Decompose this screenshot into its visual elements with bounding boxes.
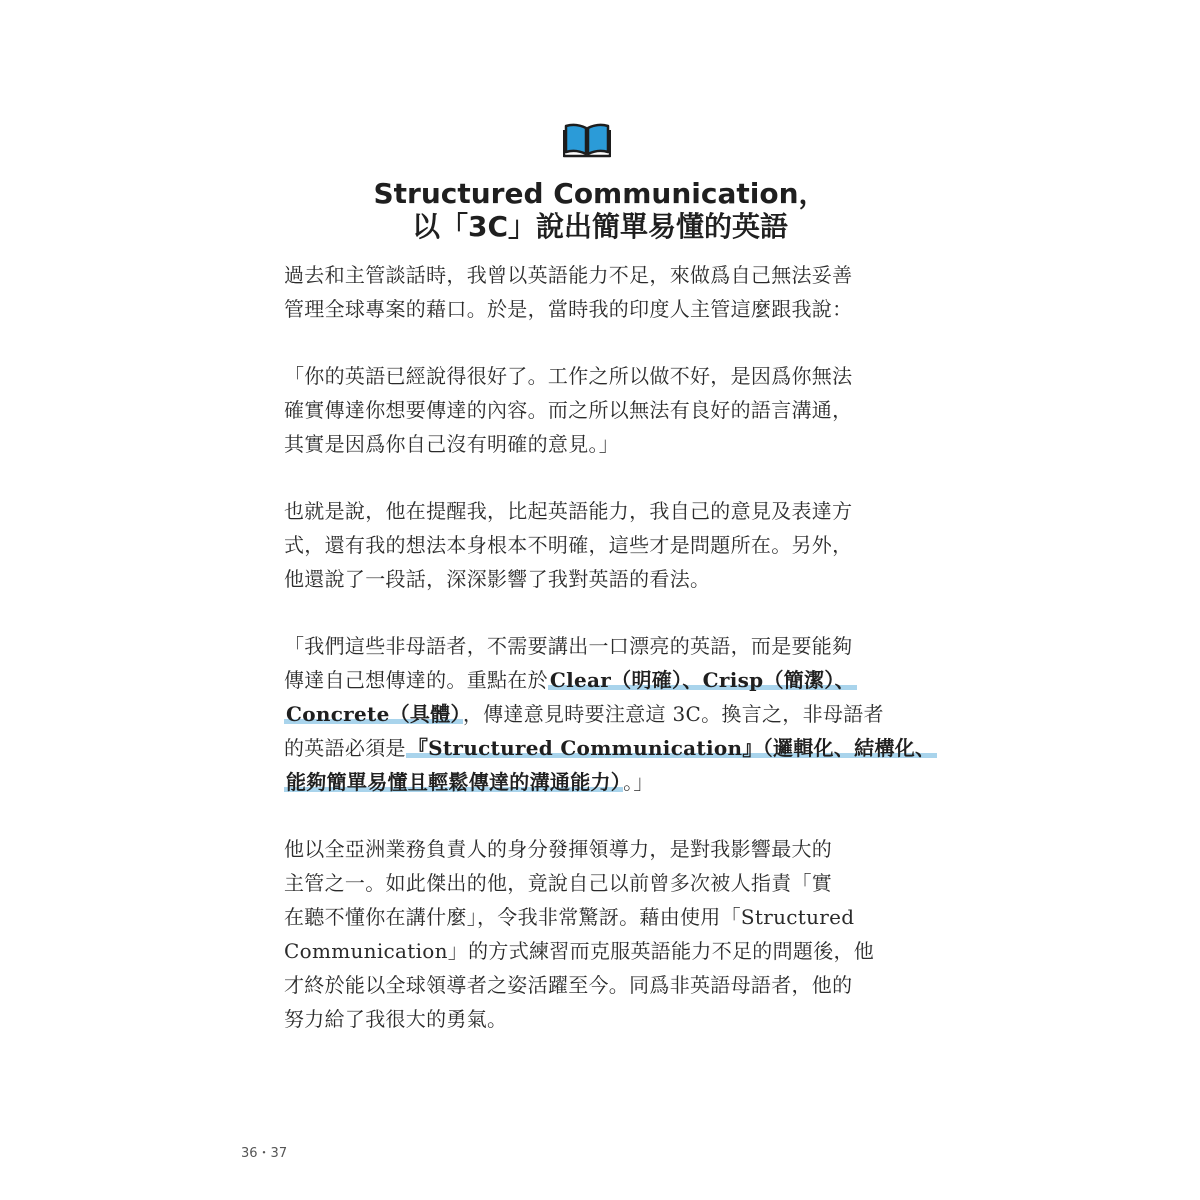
paragraph-2-quote xyxy=(284,359,904,461)
paragraph-line: 「我們這些非母語者，不需要講出一口漂亮的英語，而是要能夠 xyxy=(284,634,853,658)
paragraph-line xyxy=(284,731,936,765)
paragraph-line: 管理全球專案的藉口。於是，當時我的印度人主管這麼跟我說： xyxy=(284,297,853,321)
paragraph-line: 才終於能以全球領導者之姿活躍至今。同爲非英語母語者，他的 xyxy=(284,973,853,997)
text-run: 的英語必須是 xyxy=(284,736,406,760)
text-run: 傳達自己想傳達的。重點在於 xyxy=(284,668,548,692)
paragraph-1 xyxy=(284,258,904,326)
open-book-icon xyxy=(563,121,611,159)
paragraph-5 xyxy=(284,832,904,1036)
title-line-1: Structured Communication， xyxy=(373,177,827,210)
paragraph-line: 也就是說，他在提醒我，比起英語能力，我自己的意見及表達方 xyxy=(284,499,853,523)
paragraph-line: Communication」的方式練習而克服英語能力不足的問題後，他 xyxy=(284,939,875,963)
paragraph-line: 他以全亞洲業務負責人的身分發揮領導力，是對我影響最大的 xyxy=(284,837,833,861)
paragraph-line: 他還說了一段話，深深影響了我對英語的看法。 xyxy=(284,567,711,591)
paragraph-4-quote xyxy=(284,629,936,799)
paragraph-line: 在聽不懂你在講什麼」，令我非常驚訝。藉由使用「Structured xyxy=(284,905,855,929)
paragraph-line: 主管之一。如此傑出的他，竟說自己以前曾多次被人指責「實 xyxy=(284,871,833,895)
paragraph-line: 確實傳達你想要傳達的內容。而之所以無法有良好的語言溝通， xyxy=(284,398,853,422)
highlighted-text: 『Structured Communication』（邏輯化、結構化、 xyxy=(407,736,936,760)
text-run: ，傳達意見時要注意這 3C。換言之，非母語者 xyxy=(462,702,884,726)
paragraph-line xyxy=(284,663,904,697)
paragraph-line: 式，還有我的想法本身根本不明確，這些才是問題所在。另外， xyxy=(284,533,853,557)
paragraph-3 xyxy=(284,494,904,596)
text-run: 。」 xyxy=(623,770,654,794)
paragraph-line: 努力給了我很大的勇氣。 xyxy=(284,1007,508,1031)
highlighted-text: 能夠簡單易懂且輕鬆傳達的溝通能力） xyxy=(286,770,622,794)
highlighted-text: Clear（明確）、Crisp（簡潔）、 xyxy=(549,668,855,692)
paragraph-line xyxy=(284,765,904,799)
highlighted-text: Concrete（具體） xyxy=(286,702,461,726)
paragraph-line xyxy=(284,697,904,731)
title-line-2: 以「3C」說出簡單易懂的英語 xyxy=(411,210,789,243)
paragraph-line: 過去和主管談話時，我曾以英語能力不足，來做爲自己無法妥善 xyxy=(284,263,853,287)
page-number: 36・37 xyxy=(241,1146,288,1161)
paragraph-line: 其實是因爲你自己沒有明確的意見。」 xyxy=(284,432,620,456)
paragraph-line: 「你的英語已經說得很好了。工作之所以做不好，是因爲你無法 xyxy=(284,364,853,388)
